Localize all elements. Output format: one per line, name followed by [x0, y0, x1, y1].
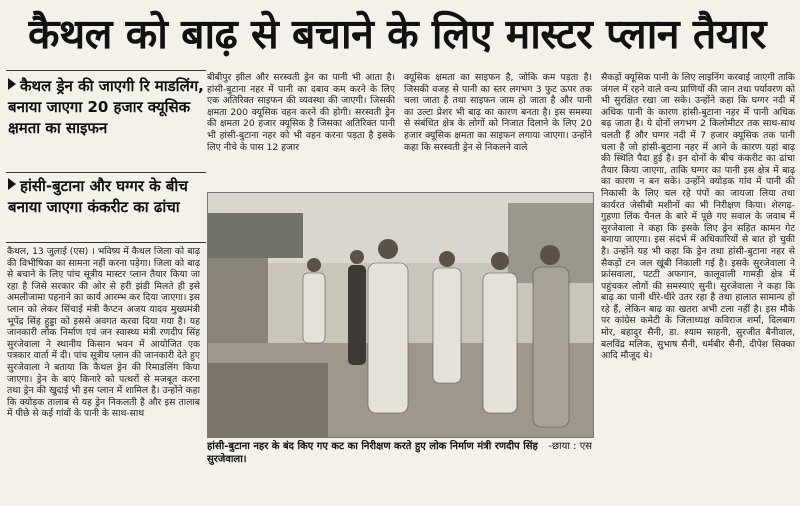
photo-caption-text: हांसी-बुटाना नहर के बंद किए गए कट का निरीक्षण करते हुए लोक निर्माण मंत्री रणदीप सिंह सुरजेवाला। [207, 441, 538, 465]
news-photo [207, 192, 594, 438]
bullet-arrow-icon [8, 178, 16, 190]
subheadline-2-text: हांसी-बुटाना और घग्गर के बीच बनाया जाएगा कंकरीट का ढांचा [8, 177, 188, 216]
article-column-3: क्यूसिक क्षमता का साइफन है, जोकि कम पड़ता है। जिसकी वजह से पानी का स्तर लगभग 3 फुट ऊपर तक चला जाता है तथा साइफन जाम हो जाता है और पानी का उल्टा प्रेशर भी बाढ़ का कारण बनता है। इस समस्या से संबंधित क्षेत्र के लोगों को निजात दिलाने के लिए 20 हजार क्यूसिक क्षमता का साइफन लगाया जाएगा। उन्होंने कहा कि सरस्वती ड्रेन से निकलने वाले [404, 72, 592, 153]
article-column-1: कैथल, 13 जुलाई (एस) । भविष्य में कैथल जिला को बाढ़ की विभीषिका का सामना नहीं करना पड़ेगा। जिला को बाढ़ से बचाने के लिए पांच सूत्रीय मास्टर प्लान तैयार किया जा रहा है जिसे सरकार की ओर से हरी झंडी मिलते ही इसे अमलीजामा पहनाने का कार्य आरम्भ कर दिया जाएगा। इस प्लान को लेकर सिंचाई मंत्री कैप्टन अजय यादव मुख्यमंत्री भूपेंद्र सिंह हुड्डा को इससे अवगत करवा दिया गया है। यह जानकारी लोक निर्माण एवं जन स्वास्थ्य मंत्री रणदीप सिंह सुरजेवाला ने स्थानीय किसान भवन में आयोजित एक पत्रकार वार्ता में दी। पांच सूत्रीय प्लान की जानकारी देते हुए सुरजेवाला ने बताया कि कैथल ड्रेन की रिमाडलिंग किया जाएगा। ड्रेन के बाएं किनारे को पत्थरों से मजबूत करना तथा ड्रेन की खुदाई भी इस प्लान में शामिल है। उन्होंने कहा कि क्योड़क तालाब से यह ड्रेन निकलती है और इस तालाब में पीछे से कई गांवों के पानी के साथ-साथ [7, 246, 200, 420]
article-column-4: सैकड़ों क्यूसिक पानी के लिए लाइनिंग करवाई जाएगी ताकि जंगल में रहने वाले वन्य प्राणियों की जान तथा पर्यावरण को भी सुरक्षित रखा जा सके। उन्होंने कहा कि घग्गर नदी में अधिक पानी के कारण हांसी-बुटाना नहर में पानी अधिक बढ़ जाता है। ये दोनों लगभग 2 किलोमीटर तक साथ-साथ चलती हैं और घग्गर नदी में 7 हजार क्यूसिक तक पानी चला है जो हांसी-बुटाना नहर में आने के कारण यहां बाढ़ की स्थिति पैदा हुई है। इन दोनों के बीच कंकरीट का ढांचा तैयार किया जाएगा, ताकि घग्गर का पानी इस क्षेत्र में बाढ़ का कारण न बन सके। उन्होंने क्योड़क गांव में पानी की निकासी के लिए चल रहे पंपों का जायजा लिया तथा कार्यरत जेसीबी मशीनों का भी निरीक्षण किया। शेरगढ़-गुहणा लिंक चैनल के बारे में पूछे गए सवाल के जवाब में सुरजेवाला ने कहा कि इसके लिए ड्रेन सहित कामन गेट बनाया जाएगा। इस संदर्भ में अधिकारियों से बात हो चुकी है। उन्होंने यह भी कहा कि ड्रेन तथा हांसी-बुटाना नहर से सैकड़ों टन जल खूंबी निकाली गई है। इसके सुरजेवाला ने फ्रांसवाला, पटटी अफगान, कालूवाली गामड़ी क्षेत्र में पहुंचकर लोगों की समस्याएं सुनी। सुरजेवाला ने कहा कि बाढ़ का पानी धीरे-धीरे उतर रहा है तथा हालात सामान्य हो रहे हैं, लेकिन बाढ़ का खतरा अभी टला नहीं है। इस मौके पर कांग्रेस कमेटी के जिलाध्यक्ष कविराज शर्मा, दिलबाग मोर, बहादुर सैनी, डा. श्याम साहनी, सुरजीत बैनीवाल, बलविंद्र मलिक, सुभाष सैनी, धर्मबीर सैनी, दीपेश सिक्का आदि मौजूद थे। [601, 72, 795, 362]
subheadline-1-text: कैथल ड्रेन की जाएगी रि माडलिंग, बनाया जाएगा 20 हजार क्यूसिक क्षमता का साइफन [8, 77, 204, 137]
divider [6, 242, 206, 243]
headline: कैथल को बाढ़ से बचाने के लिए मास्टर प्लान तैयार [28, 10, 766, 58]
divider [6, 172, 206, 173]
divider [6, 70, 206, 71]
article-column-2: बीबीपुर झील और सरस्वती ड्रेन का पानी भी आता है। हांसी-बुटाना नहर में पानी का दबाव कम करने के लिए एक अतिरिक्त साइफन की व्यवस्था की जाएगी। जिसकी क्षमता 200 क्यूसिक वहन करने की होगी। सरस्वती ड्रेन की क्षमता 20 हजार क्यूसिक है जिसका अतिरिक्त पानी भी हांसी-बुटाना नहर को भी वहन करना पड़ता है इसके लिए नीचे के पास 12 हजार [207, 72, 395, 153]
subheadline-2 [8, 176, 204, 242]
subheadline-1 [8, 76, 204, 168]
photo-credit: -छाया : एस [548, 441, 592, 452]
bullet-arrow-icon [8, 78, 16, 90]
photo-caption [207, 440, 592, 502]
